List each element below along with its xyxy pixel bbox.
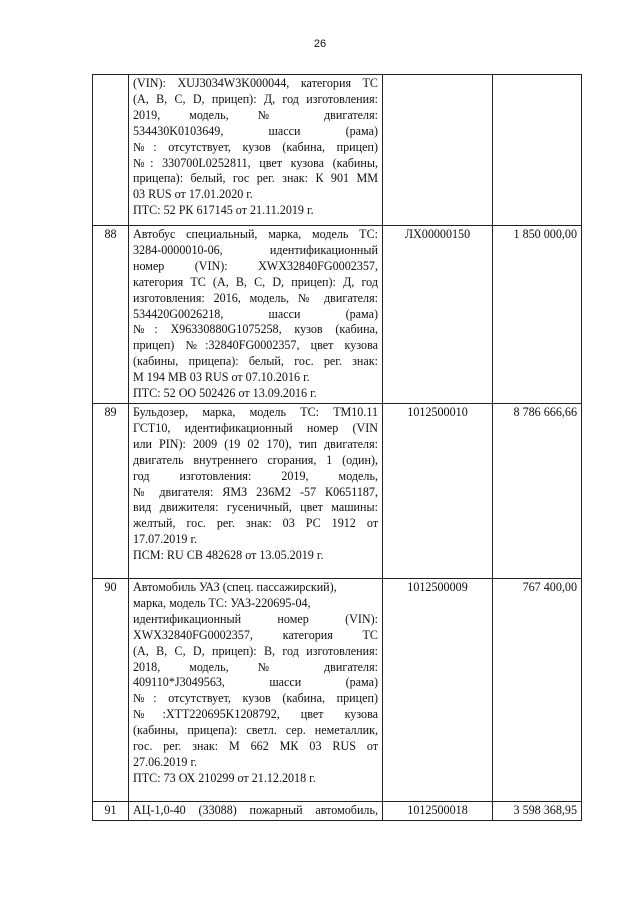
row-number: 90: [93, 578, 129, 801]
table-row: [93, 801, 582, 820]
table-row: [93, 578, 582, 801]
table-row: [93, 226, 582, 404]
item-value: 3 598 368,95: [493, 801, 582, 820]
item-value: [493, 75, 582, 226]
description-line: категория ТС (А, В, С, D, прицеп): Д, год: [133, 274, 378, 289]
item-description: [129, 226, 383, 404]
description-line: № двигателя: ЯМЗ 236М2 -57 К0651187,: [133, 484, 378, 499]
description-line: 409110*J3049563, шасси (рама): [133, 675, 378, 690]
row-number: 91: [93, 801, 129, 820]
description-line: или PIN): 2009 (19 02 170), тип двигателя:: [133, 436, 378, 451]
description-line: №: отсутствует, кузов (кабина, прицеп): [133, 139, 378, 154]
description-line: 534420G0026218, шасси (рама): [133, 306, 378, 321]
description-line: АЦ-1,0-40 (33088) пожарный автомобиль,: [133, 802, 378, 817]
description-line: вид движителя: гусеничный, цвет машины:: [133, 500, 378, 515]
description-line: марка, модель ТС: УАЗ-220695-04,: [133, 595, 311, 610]
description-line: ГСТ10, идентификационный номер (VIN: [133, 420, 378, 435]
description-line: (кабины, прицепа): светл. сер. неметаллик,: [133, 723, 378, 738]
description-line: 534430K0103649, шасси (рама): [133, 123, 378, 138]
row-number: [93, 75, 129, 226]
description-line: 3284-0000010-06, идентификационный: [133, 242, 378, 257]
description-line: №: X96330880G1075258, кузов (кабина,: [133, 322, 378, 337]
row-number: 88: [93, 226, 129, 404]
description-line: Автобус специальный, марка, модель ТС:: [133, 227, 378, 241]
description-line: ПТС: 52 РК 617145 от 21.11.2019 г.: [133, 203, 314, 218]
item-value: 8 786 666,66: [493, 403, 582, 578]
item-description: [129, 801, 383, 820]
description-line: ПСМ: RU СВ 482628 от 13.05.2019 г.: [133, 548, 324, 563]
description-line: №: 330700L0252811, цвет кузова (кабины,: [133, 155, 378, 170]
inventory-number: 1012500018: [383, 801, 493, 820]
item-value: 767 400,00: [493, 578, 582, 801]
row-number: 89: [93, 403, 129, 578]
inventory-number: 1012500009: [383, 578, 493, 801]
description-line: (А, В, С, D, прицеп): Д, год изготовления:: [133, 91, 378, 106]
description-line: желтый, гос. рег. знак: 03 РС 1912 от: [133, 516, 378, 531]
description-line: гос. рег. знак: М 662 МК 03 RUS от: [133, 739, 378, 754]
description-line: (А, В, С, D, прицеп): В, год изготовления:: [133, 643, 378, 658]
description-line: (кабины, прицепа): белый, гос. рег. знак:: [133, 354, 378, 369]
description-line: 2019, модель, № двигателя:: [133, 107, 378, 122]
description-line: 27.06.2019 г.: [133, 754, 198, 769]
inventory-number: [383, 75, 493, 226]
description-line: Автомобиль УАЗ (спец. пассажирский),: [133, 579, 337, 594]
description-line: XWX32840FG0002357, категория ТС: [133, 627, 378, 642]
description-line: идентификационный номер (VIN):: [133, 611, 378, 626]
description-line: 03 RUS от 17.01.2020 г.: [133, 187, 253, 202]
description-line: год изготовления: 2019, модель,: [133, 468, 378, 483]
table-row: [93, 75, 582, 226]
description-line: ПТС: 73 ОХ 210299 от 21.12.2018 г.: [133, 770, 316, 785]
description-line: ПТС: 52 ОО 502426 от 13.09.2016 г.: [133, 386, 317, 401]
item-description: [129, 75, 383, 226]
item-description: [129, 403, 383, 578]
item-value: 1 850 000,00: [493, 226, 582, 404]
description-line: Бульдозер, марка, модель ТС: ТМ10.11: [133, 404, 378, 419]
description-line: 2018, модель, № двигателя:: [133, 659, 378, 674]
description-line: 17.07.2019 г.: [133, 532, 198, 547]
description-line: №: отсутствует, кузов (кабина, прицеп): [133, 691, 378, 706]
description-line: номер (VIN): XWX32840FG0002357,: [133, 258, 378, 273]
description-line: двигатель внутреннего сгорания, 1 (один),: [133, 452, 378, 467]
inventory-number: ЛХ00000150: [383, 226, 493, 404]
description-line: прицеп) №:32840FG0002357, цвет кузова: [133, 338, 378, 353]
description-line: изготовления: 2016, модель, № двигателя:: [133, 290, 378, 305]
item-description: [129, 578, 383, 801]
description-line: (VIN): XUJ3034W3K000044, категория ТС: [133, 76, 378, 90]
description-line: №:XTT220695K1208792, цвет кузова: [133, 707, 378, 722]
inventory-number: 1012500010: [383, 403, 493, 578]
description-line: М 194 МВ 03 RUS от 07.10.2016 г.: [133, 370, 310, 385]
table-row: [93, 403, 582, 578]
page-number: 26: [313, 38, 327, 50]
inventory-table: [92, 74, 582, 821]
description-line: прицепа): белый, гос рег. знак: К 901 ММ: [133, 171, 378, 186]
